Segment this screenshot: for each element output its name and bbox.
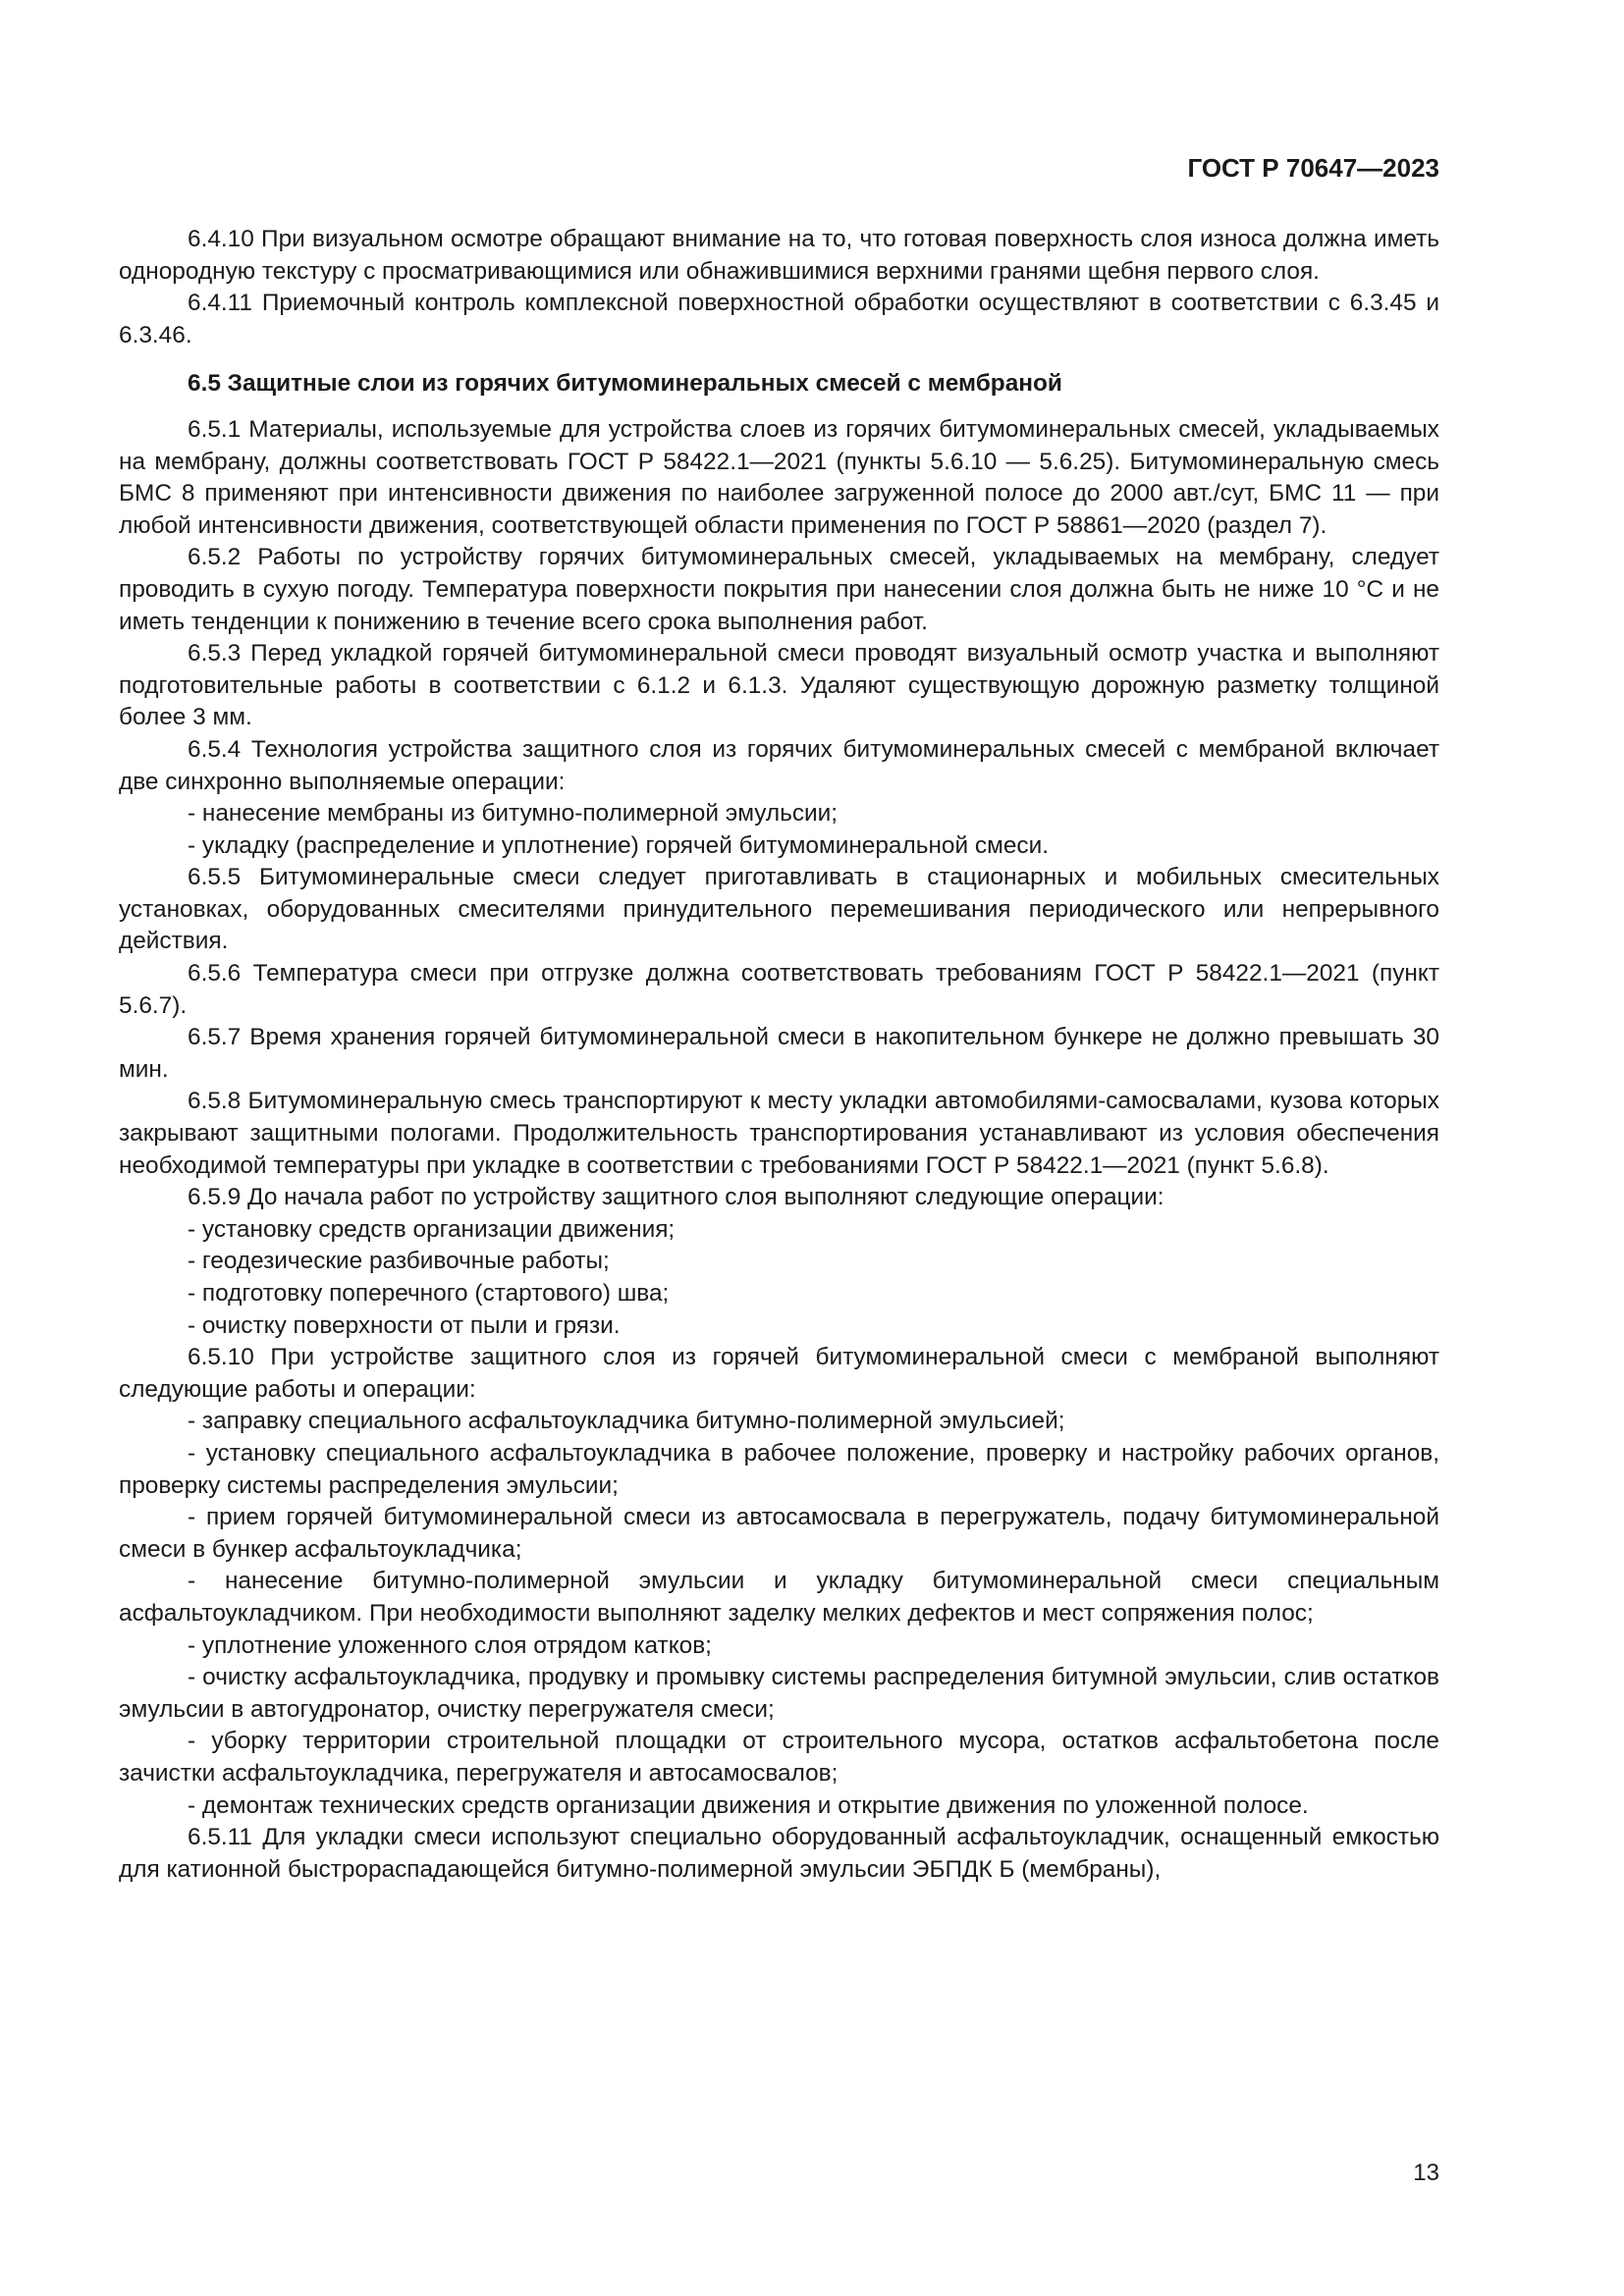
paragraph-6-5-3: 6.5.3 Перед укладкой горячей битумоминеральной смеси проводят визуальный осмотр участка и выполняют подготовительные работы в соответствии с 6.1.2 и 6.1.3. Удаляют существующую дорожную разметку толщиной более 3 мм. <box>119 640 1439 731</box>
paragraph-6-5-5: 6.5.5 Битумоминеральные смеси следует приготавливать в стационарных и мобильных смесительных установках, оборудованных смесителями принудительного перемешивания периодического или непрерывного действия. <box>119 864 1439 955</box>
page-number: 13 <box>1413 2160 1439 2186</box>
page-content <box>119 224 1439 1886</box>
paragraph-6-5-9: 6.5.9 До начала работ по устройству защитного слоя выполняют следующие операции: <box>188 1184 1164 1211</box>
paragraph-6-5-6: 6.5.6 Температура смеси при отгрузке должна соответствовать требованиям ГОСТ Р 58422.1—2021 (пункт 5.6.7). <box>119 960 1439 1019</box>
list-item: - установку специального асфальтоукладчика в рабочее положение, проверку и настройку рабочих органов, проверку системы распределения эмульсии; <box>119 1439 1439 1499</box>
list-item: - уплотнение уложенного слоя отрядом катков; <box>188 1631 712 1659</box>
paragraph-6-5-4: 6.5.4 Технология устройства защитного слоя из горячих битумоминеральных смесей с мембраной включает две синхронно выполняемые операции: <box>119 735 1439 795</box>
section-heading: 6.5 Защитные слои из горячих битумоминеральных смесей с мембраной <box>188 370 1062 398</box>
paragraph-6-5-2: 6.5.2 Работы по устройству горячих битумоминеральных смесей, укладываемых на мембрану, следует проводить в сухую погоду. Температура поверхности покрытия при нанесении слоя должна быть не ниже 10 °С и не иметь тенденции к понижению в течение всего срока выполнения работ. <box>119 544 1439 635</box>
paragraph-6-4-11: 6.4.11 Приемочный контроль комплексной поверхностной обработки осуществляют в соответствии с 6.3.45 и 6.3.46. <box>119 290 1439 348</box>
paragraph-6-5-10: 6.5.10 При устройстве защитного слоя из горячей битумоминеральной смеси с мембраной выполняют следующие работы и операции: <box>119 1344 1439 1403</box>
list-item: - очистку поверхности от пыли и грязи. <box>188 1311 621 1339</box>
list-item: - установку средств организации движения; <box>188 1215 676 1243</box>
list-item: - уборку территории строительной площадки от строительного мусора, остатков асфальтобетона после зачистки асфальтоукладчика, перегружателя и автосамосвалов; <box>119 1728 1439 1787</box>
list-item: - геодезические разбивочные работы; <box>188 1248 610 1275</box>
paragraph-6-5-7: 6.5.7 Время хранения горячей битумоминеральной смеси в накопительном бункере не должно превышать 30 мин. <box>119 1024 1439 1083</box>
list-item: - заправку специального асфальтоукладчика битумно-полимерной эмульсией; <box>188 1408 1065 1435</box>
paragraph-6-5-8: 6.5.8 Битумоминеральную смесь транспортируют к месту укладки автомобилями-самосвалами, кузова которых закрывают защитными пологами. Продолжительность транспортирования устанавливают из условия обеспечения необходимой температуры при укладке в соответствии с требованиями ГОСТ Р 58422.1—2021 (пункт 5.6.8). <box>119 1088 1439 1179</box>
paragraph-6-5-1: 6.5.1 Материалы, используемые для устройства слоев из горячих битумоминеральных смесей, укладываемых на мембрану, должны соответствовать ГОСТ Р 58422.1—2021 (пункты 5.6.10 — 5.6.25). Битумоминеральную смесь БМС 8 применяют при интенсивности движения по наиболее загруженной полосе до 2000 авт./сут, БМС 11 — при любой интенсивности движения, соответствующей области применения по ГОСТ Р 58861—2020 (раздел 7). <box>119 415 1439 539</box>
list-item: - укладку (распределение и уплотнение) горячей битумоминеральной смеси. <box>188 831 1050 859</box>
list-item: - демонтаж технических средств организации движения и открытие движения по уложенной полосе. <box>188 1791 1309 1819</box>
list-item: - нанесение битумно-полимерной эмульсии и укладку битумоминеральной смеси специальным асфальтоукладчиком. При необходимости выполняют заделку мелких дефектов и мест сопряжения полос; <box>119 1568 1439 1627</box>
paragraph-6-4-10: 6.4.10 При визуальном осмотре обращают внимание на то, что готовая поверхность слоя износа должна иметь однородную текстуру с просматривающимися или обнажившимися верхними гранями щебня первого слоя. <box>119 226 1439 285</box>
list-item: - нанесение мембраны из битумно-полимерной эмульсии; <box>188 800 839 828</box>
paragraph-6-5-11: 6.5.11 Для укладки смеси используют специально оборудованный асфальтоукладчик, оснащенный емкостью для катионной быстрораспадающейся битумно-полимерной эмульсии ЭБПДК Б (мембраны), <box>119 1824 1439 1883</box>
list-item: - подготовку поперечного (стартового) шва; <box>188 1280 670 1307</box>
list-item: - очистку асфальтоукладчика, продувку и промывку системы распределения битумной эмульсии, слив остатков эмульсии в автогудронатор, очистку перегружателя смеси; <box>119 1664 1439 1723</box>
list-item: - прием горячей битумоминеральной смеси из автосамосвала в перегружатель, подачу битумоминеральной смеси в бункер асфальтоукладчика; <box>119 1504 1439 1563</box>
document-header: ГОСТ Р 70647—2023 <box>1187 153 1439 183</box>
